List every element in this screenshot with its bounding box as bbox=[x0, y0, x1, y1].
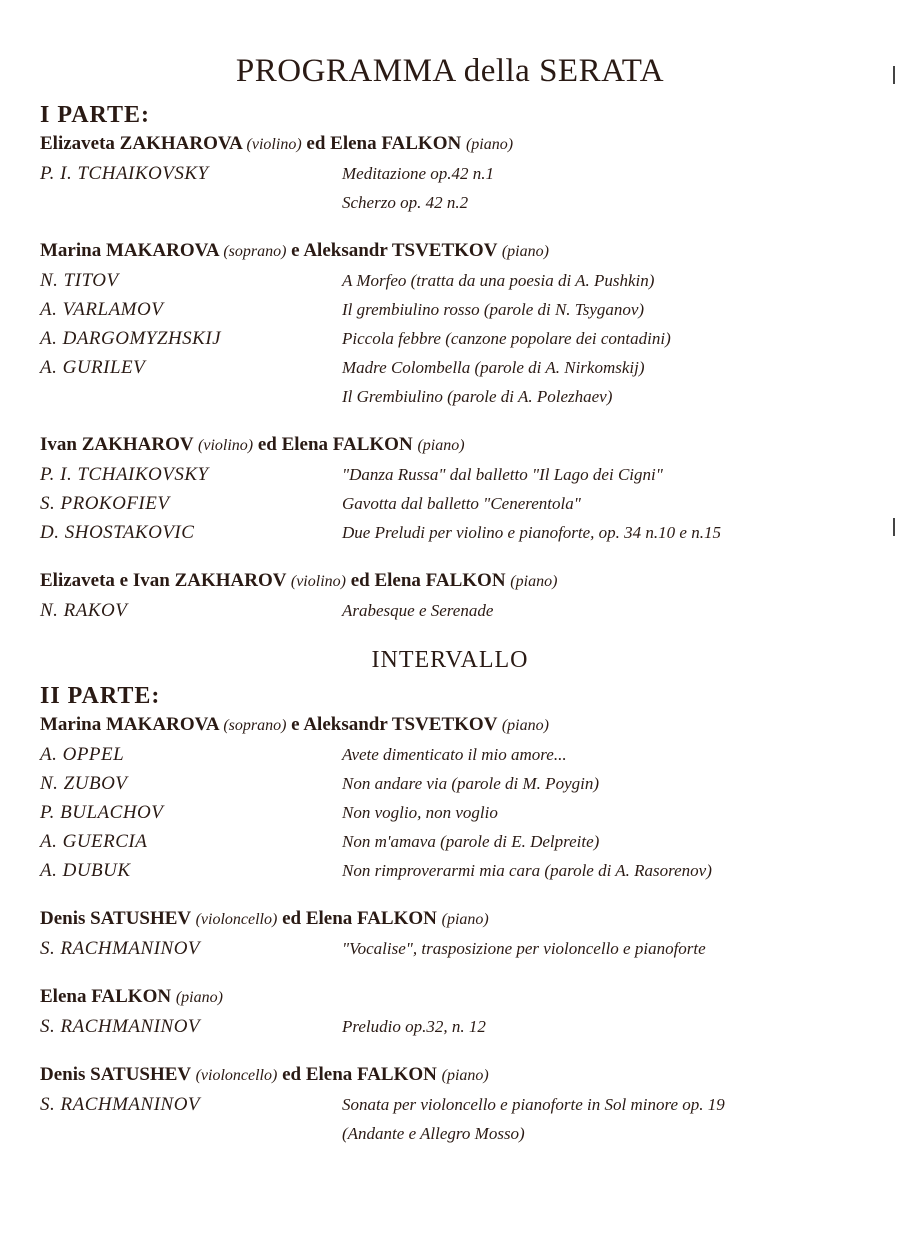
performer-name: Aleksandr TSVETKOV bbox=[303, 240, 498, 261]
composer-name: A. GURILEV bbox=[40, 357, 146, 378]
performer-name: Aleksandr TSVETKOV bbox=[303, 714, 498, 735]
composer-name: S. RACHMANINOV bbox=[40, 938, 201, 959]
work-title: "Danza Russa" dal balletto "Il Lago dei Cigni" bbox=[342, 465, 663, 484]
performer-instrument: (piano) bbox=[465, 136, 514, 153]
program-page bbox=[40, 52, 860, 1168]
performer-instrument: (violino) bbox=[198, 437, 254, 454]
work-title: Non m'amava (parole di E. Delpreite) bbox=[342, 832, 600, 851]
performer-connector: ed bbox=[350, 570, 370, 591]
work-title: Arabesque e Serenade bbox=[342, 601, 494, 620]
performers-line bbox=[40, 983, 860, 1012]
composer-name: P. I. TCHAIKOVSKY bbox=[40, 163, 209, 184]
performer-instrument: (violoncello) bbox=[195, 1067, 278, 1084]
program-item bbox=[40, 266, 860, 295]
performer-instrument: (piano) bbox=[417, 437, 465, 454]
performer-instrument: (piano) bbox=[501, 717, 549, 734]
composer-name bbox=[40, 188, 342, 217]
performer-instrument: (violino) bbox=[290, 573, 346, 590]
composer-name: A. GUERCIA bbox=[40, 831, 148, 852]
work-title: Non rimproverarmi mia cara (parole di A. Rasorenov) bbox=[342, 861, 712, 880]
work-title: Il grembiulino rosso (parole di N. Tsyganov) bbox=[342, 300, 645, 319]
composer-name: S. PROKOFIEV bbox=[40, 493, 170, 514]
program-item bbox=[40, 188, 860, 217]
performer-name: Elena FALKON bbox=[305, 1064, 437, 1085]
performer-connector: ed bbox=[282, 1064, 302, 1085]
work-title: Non andare via (parole di M. Poygin) bbox=[342, 774, 600, 793]
margin-mark bbox=[893, 518, 895, 536]
work-title: Non voglio, non voglio bbox=[342, 803, 498, 822]
program-item bbox=[40, 1119, 860, 1148]
interval-heading: INTERVALLO bbox=[371, 647, 529, 673]
part-heading: II PARTE: bbox=[40, 683, 161, 709]
performance-group bbox=[40, 431, 860, 547]
performer-instrument: (soprano) bbox=[223, 243, 287, 260]
program-item bbox=[40, 1090, 860, 1119]
program-item bbox=[40, 798, 860, 827]
part-heading: I PARTE: bbox=[40, 102, 151, 128]
program-item bbox=[40, 827, 860, 856]
work-title: Gavotta dal balletto "Cenerentola" bbox=[342, 494, 581, 513]
program-item bbox=[40, 489, 860, 518]
work-title: A Morfeo (tratta da una poesia di A. Pushkin) bbox=[342, 271, 655, 290]
program-item bbox=[40, 518, 860, 547]
work-title: Avete dimenticato il mio amore... bbox=[342, 745, 567, 764]
program-item bbox=[40, 159, 860, 188]
performance-group bbox=[40, 983, 860, 1041]
performer-name: Marina MAKAROVA bbox=[40, 714, 219, 735]
work-title: Preludio op.32, n. 12 bbox=[342, 1017, 486, 1036]
program-item bbox=[40, 740, 860, 769]
performer-name: Elizaveta ZAKHAROVA bbox=[40, 133, 242, 154]
performers-line bbox=[40, 567, 860, 596]
performer-instrument: (piano) bbox=[510, 573, 558, 590]
performers-line bbox=[40, 130, 860, 159]
performers-line bbox=[40, 431, 860, 460]
performer-instrument: (violino) bbox=[246, 136, 302, 153]
program-part bbox=[40, 681, 860, 1148]
performer-name: Elizaveta e Ivan ZAKHAROV bbox=[40, 570, 287, 591]
performer-connector: e bbox=[291, 714, 300, 735]
performer-instrument: (violoncello) bbox=[195, 911, 278, 928]
performer-name: Elena FALKON bbox=[281, 434, 413, 455]
work-title: Il Grembiulino (parole di A. Polezhaev) bbox=[342, 387, 613, 406]
performer-name: Denis SATUSHEV bbox=[40, 908, 191, 929]
program-item bbox=[40, 295, 860, 324]
performer-instrument: (piano) bbox=[441, 911, 489, 928]
performers-line bbox=[40, 1061, 860, 1090]
margin-mark bbox=[893, 66, 895, 84]
program-item bbox=[40, 1012, 860, 1041]
composer-name: N. RAKOV bbox=[40, 600, 128, 621]
program-item bbox=[40, 324, 860, 353]
performance-group bbox=[40, 567, 860, 625]
performer-connector: ed bbox=[306, 133, 326, 154]
performer-name: Denis SATUSHEV bbox=[40, 1064, 191, 1085]
performer-instrument: (soprano) bbox=[223, 717, 287, 734]
performance-group bbox=[40, 130, 860, 217]
performers-line bbox=[40, 711, 860, 740]
performance-group bbox=[40, 905, 860, 963]
performance-group bbox=[40, 711, 860, 885]
performer-name: Elena FALKON bbox=[330, 133, 462, 154]
program-item bbox=[40, 856, 860, 885]
program-item bbox=[40, 353, 860, 382]
composer-name bbox=[40, 1119, 342, 1148]
composer-name: P. BULACHOV bbox=[40, 802, 164, 823]
performer-name: Ivan ZAKHAROV bbox=[40, 434, 194, 455]
composer-name: A. DUBUK bbox=[40, 860, 131, 881]
performer-instrument: (piano) bbox=[441, 1067, 489, 1084]
composer-name: S. RACHMANINOV bbox=[40, 1016, 201, 1037]
composer-name: S. RACHMANINOV bbox=[40, 1094, 201, 1115]
program-item bbox=[40, 934, 860, 963]
composer-name bbox=[40, 382, 342, 411]
performance-group bbox=[40, 237, 860, 411]
composer-name: D. SHOSTAKOVIC bbox=[40, 522, 195, 543]
work-title: (Andante e Allegro Mosso) bbox=[342, 1124, 525, 1143]
performer-name: Elena FALKON bbox=[40, 986, 172, 1007]
performer-name: Elena FALKON bbox=[374, 570, 506, 591]
performer-name: Marina MAKAROVA bbox=[40, 240, 219, 261]
work-title: Scherzo op. 42 n.2 bbox=[342, 193, 469, 212]
composer-name: A. VARLAMOV bbox=[40, 299, 164, 320]
work-title: "Vocalise", trasposizione per violoncello e pianoforte bbox=[342, 939, 706, 958]
work-title: Madre Colombella (parole di A. Nirkomskij) bbox=[342, 358, 645, 377]
performance-group bbox=[40, 1061, 860, 1148]
performer-instrument: (piano) bbox=[501, 243, 549, 260]
program-item bbox=[40, 596, 860, 625]
work-title: Due Preludi per violino e pianoforte, op. 34 n.10 e n.15 bbox=[342, 523, 721, 542]
composer-name: P. I. TCHAIKOVSKY bbox=[40, 464, 209, 485]
composer-name: A. OPPEL bbox=[40, 744, 125, 765]
program-part bbox=[40, 100, 860, 625]
performers-line bbox=[40, 905, 860, 934]
performer-connector: e bbox=[291, 240, 300, 261]
performer-connector: ed bbox=[282, 908, 302, 929]
composer-name: N. ZUBOV bbox=[40, 773, 128, 794]
program-item bbox=[40, 460, 860, 489]
composer-name: N. TITOV bbox=[40, 270, 119, 291]
performers-line bbox=[40, 237, 860, 266]
work-title: Sonata per violoncello e pianoforte in Sol minore op. 19 bbox=[342, 1095, 725, 1114]
performer-instrument: (piano) bbox=[175, 989, 223, 1006]
program-item bbox=[40, 769, 860, 798]
performer-name: Elena FALKON bbox=[305, 908, 437, 929]
work-title: Meditazione op.42 n.1 bbox=[342, 164, 495, 183]
page-title: PROGRAMMA della SERATA bbox=[235, 53, 665, 89]
program-item bbox=[40, 382, 860, 411]
composer-name: A. DARGOMYZHSKIJ bbox=[40, 328, 222, 349]
work-title: Piccola febbre (canzone popolare dei contadini) bbox=[342, 329, 671, 348]
performer-connector: ed bbox=[257, 434, 277, 455]
